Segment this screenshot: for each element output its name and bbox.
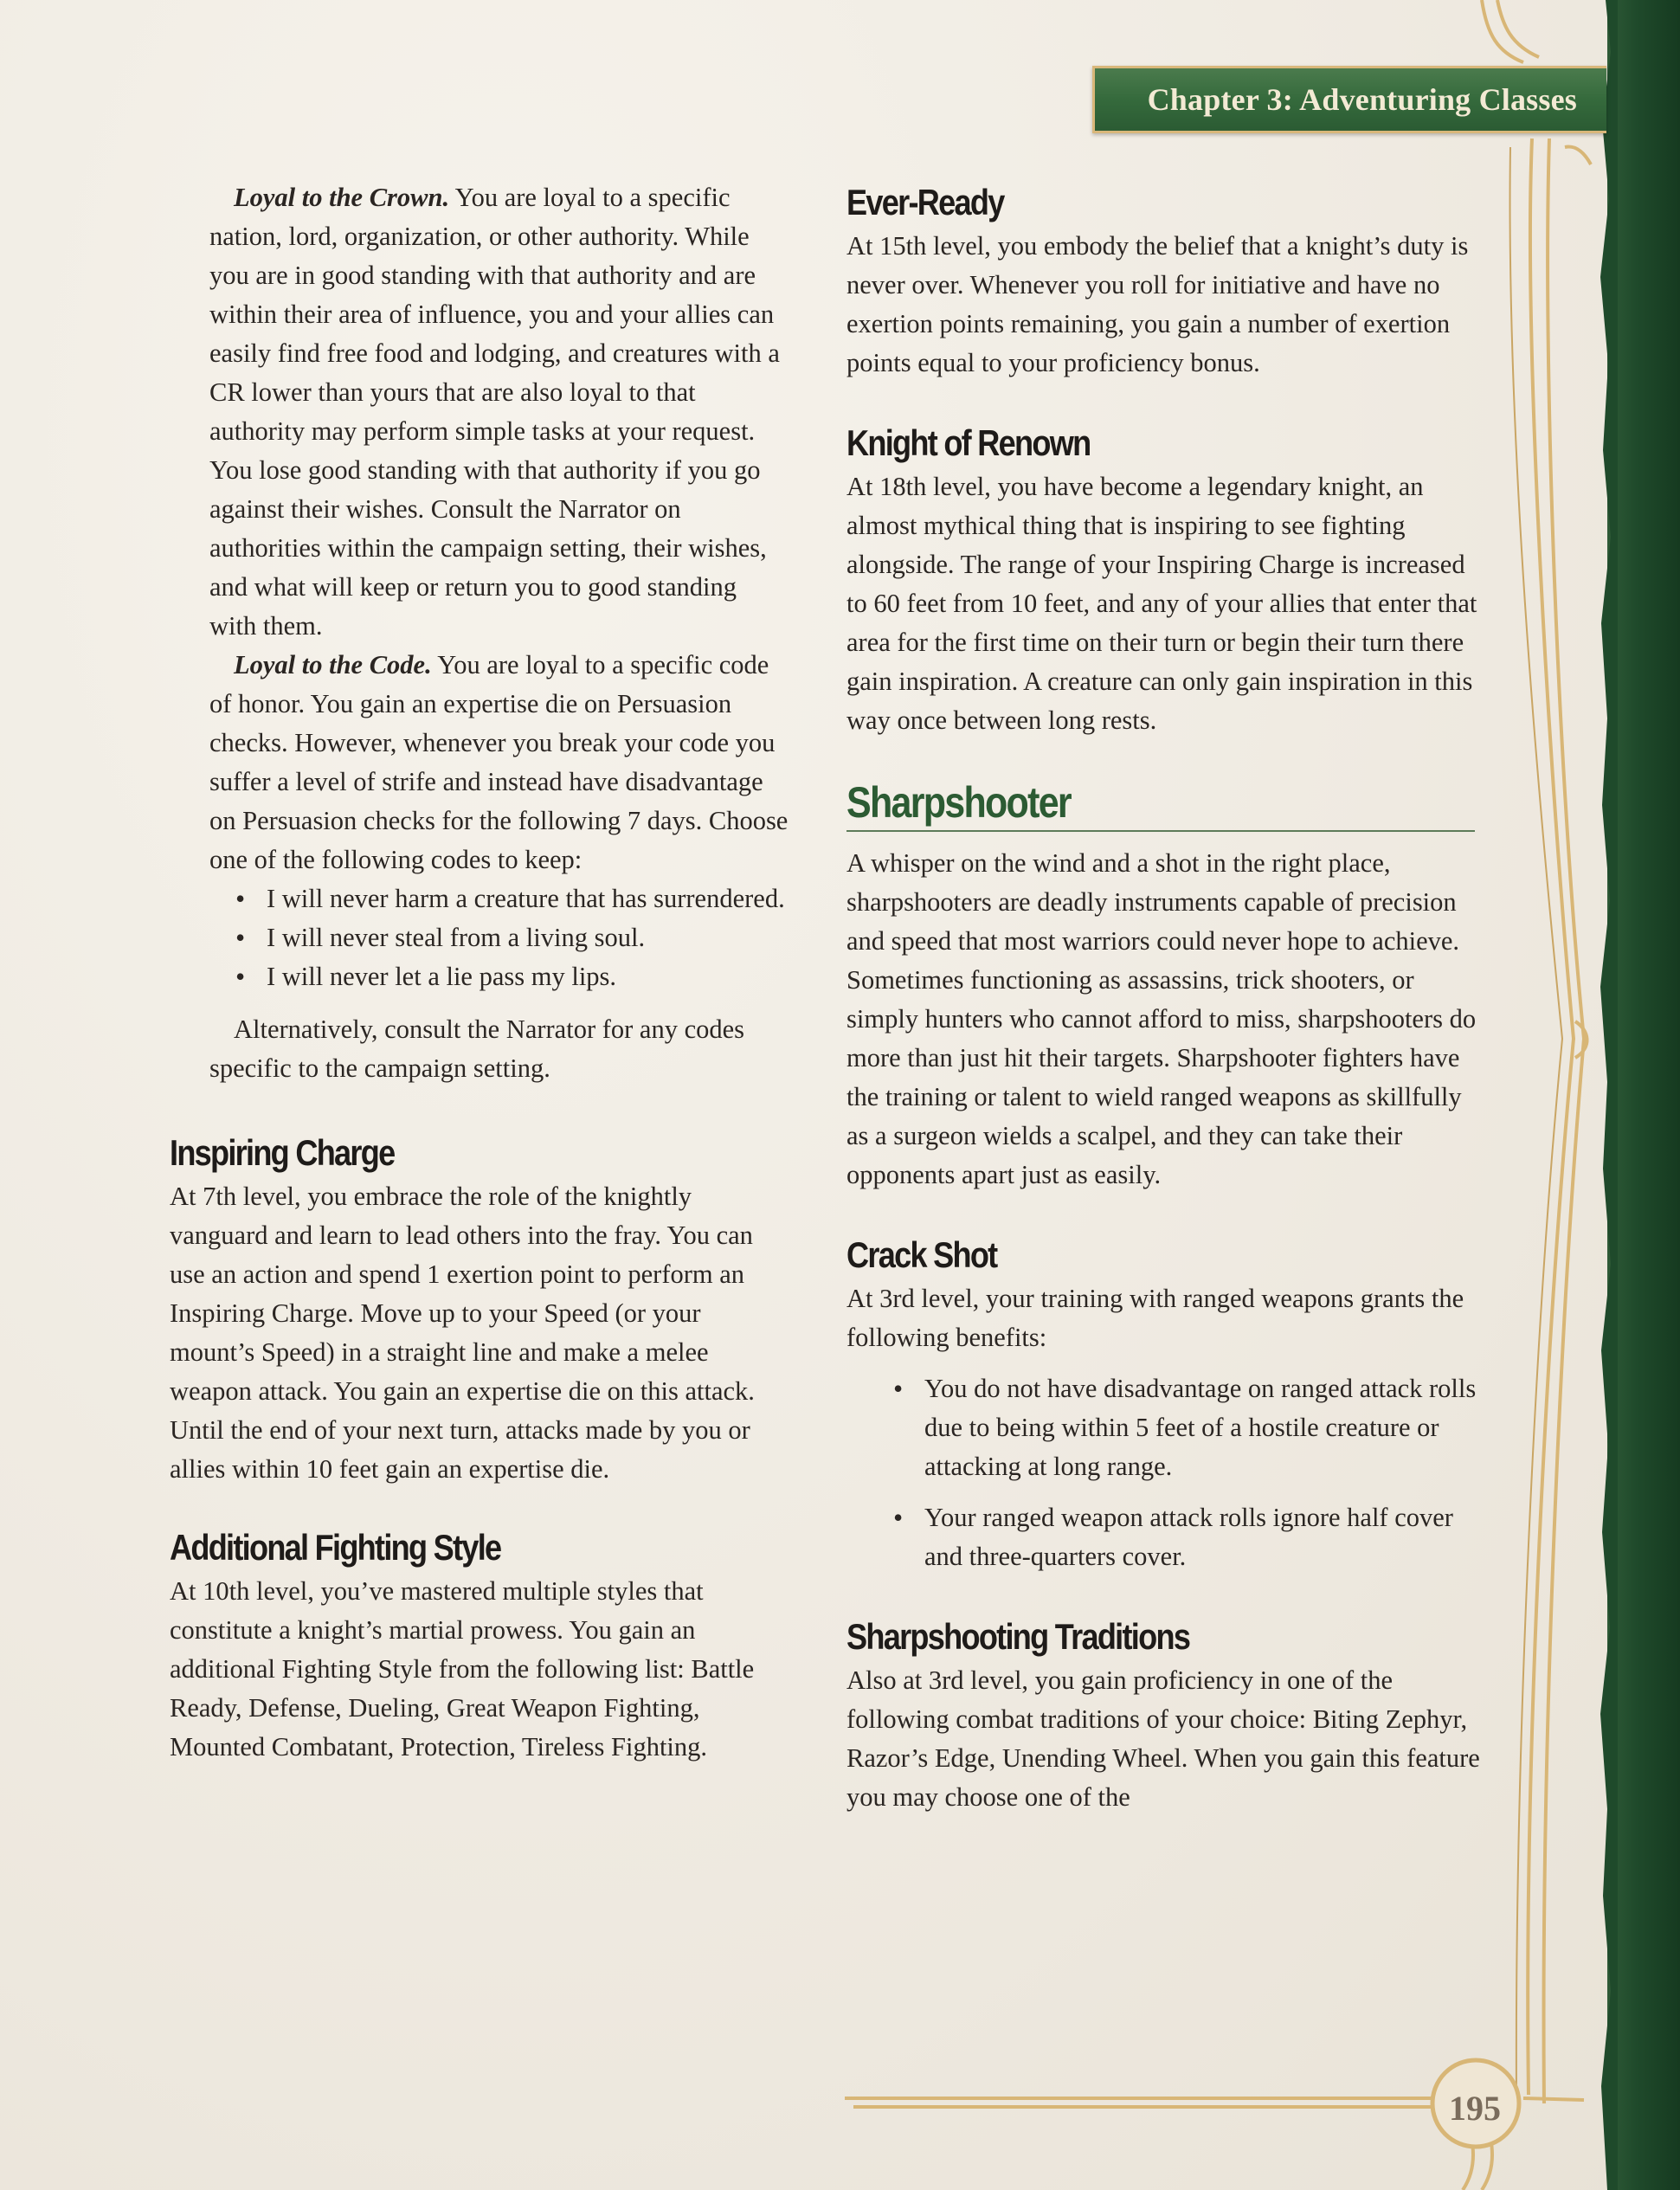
list-item: • I will never steal from a living soul. bbox=[232, 918, 789, 957]
ever-ready-heading: Ever-Ready bbox=[846, 182, 1004, 222]
crack-shot-heading: Crack Shot bbox=[846, 1234, 997, 1275]
sharpshooting-traditions-text: Also at 3rd level, you gain proficiency in one of the following combat traditions of your choice: Biting Zephyr, Razor’s Edge, Unending Wheel. When you gain this feature you may choose one of the bbox=[846, 1665, 1480, 1812]
additional-fighting-style-text: At 10th level, you’ve mastered multiple styles that constitute a knight’s martial prowess. You gain an additional Fighting Style from the following list: Battle Ready, Defense, Dueling, Great Weapon Fighting, Mounted Combatant, Protection, Tireless Fighting. bbox=[170, 1576, 755, 1762]
right-column bbox=[846, 178, 1480, 1817]
knight-of-renown-text: At 18th level, you have become a legendary knight, an almost mythical thing that is inspiring to see fighting alongside. The range of your Inspiring Charge is increased to 60 feet from 10 feet, and any of your allies that enter that area for the first time on their turn or begin their turn there gain inspiration. A creature can only gain inspiration in this way once between long rests. bbox=[846, 472, 1477, 735]
torn-edge-decoration bbox=[1595, 0, 1618, 2190]
sharpshooting-traditions-section bbox=[846, 1613, 1480, 1817]
additional-fighting-style-heading: Additional Fighting Style bbox=[170, 1527, 501, 1568]
codes-list bbox=[209, 879, 789, 996]
page-number: 195 bbox=[1449, 2088, 1501, 2128]
inspiring-charge-text: At 7th level, you embrace the role of the knightly vanguard and learn to lead others into the fray. You can use an action and spend 1 exertion point to perform an Inspiring Charge. Move up to your Speed (or your mount’s Speed) in a straight line and make a melee weapon attack. You gain an expertise die on this attack. Until the end of your next turn, attacks made by you or allies within 10 feet gain an expertise die. bbox=[170, 1182, 755, 1484]
crack-shot-text: At 3rd level, your training with ranged weapons grants the following benefits: bbox=[846, 1284, 1464, 1352]
chapter-banner bbox=[1092, 66, 1606, 133]
inspiring-charge-section bbox=[170, 1129, 789, 1489]
list-item: • You do not have disadvantage on ranged attack rolls due to being within 5 feet of a hostile creature or attacking at long range. bbox=[890, 1369, 1480, 1486]
sharpshooter-section bbox=[846, 776, 1480, 1195]
knight-of-renown-section bbox=[846, 419, 1480, 740]
list-item: • I will never let a lie pass my lips. bbox=[232, 957, 789, 996]
additional-fighting-style-section bbox=[170, 1523, 789, 1767]
chapter-title: Chapter 3: Adventuring Classes bbox=[1147, 82, 1577, 117]
list-item: • I will never harm a creature that has surrendered. bbox=[232, 879, 789, 918]
loyal-to-crown-paragraph bbox=[209, 178, 789, 646]
sharpshooter-text: A whisper on the wind and a shot in the right place, sharpshooters are deadly instruments capable of precision and speed that most warriors could never hope to achieve. Sometimes functioning as assassins, trick shooters, or simply hunters who cannot afford to miss, sharpshooters do more than just hit their targets. Sharpshooter fighters have the training or talent to wield ranged weapons as skillfully as a surgeon wields a scalpel, and they can take their opponents apart just as easily. bbox=[846, 848, 1477, 1189]
ever-ready-section bbox=[846, 178, 1480, 383]
crack-shot-benefits-list bbox=[846, 1369, 1480, 1576]
sharpshooting-traditions-heading: Sharpshooting Traditions bbox=[846, 1616, 1190, 1657]
loyal-to-crown-text: You are loyal to a specific nation, lord, organization, or other authority. While you are in good standing with that authority and are within their area of influence, you and your allies can easily find free food and lodging, and creatures with a CR lower than yours that are also loyal to that authority may perform simple tasks at your request. You lose good standing with that authority if you go against their wishes. Consult the Narrator on authorities within the campaign setting, their wishes, and what will keep or return you to good standing with them. bbox=[209, 183, 780, 641]
list-item: • Your ranged weapon attack rolls ignore half cover and three-quarters cover. bbox=[890, 1498, 1480, 1576]
crack-shot-section bbox=[846, 1231, 1480, 1576]
section-divider bbox=[846, 830, 1475, 832]
left-column bbox=[170, 178, 789, 1767]
knight-of-renown-heading: Knight of Renown bbox=[846, 422, 1091, 463]
loyalty-options-block bbox=[170, 178, 789, 1088]
ever-ready-text: At 15th level, you embody the belief that a knight’s duty is never over. Whenever you roll for initiative and have no exertion points remaining, you gain a number of exertion points equal to your proficiency bonus. bbox=[846, 231, 1469, 377]
green-border-band bbox=[1607, 0, 1680, 2190]
sharpshooter-heading: Sharpshooter bbox=[846, 778, 1071, 827]
alternatively-paragraph: Alternatively, consult the Narrator for any codes specific to the campaign setting. bbox=[209, 1014, 745, 1083]
loyal-to-code-paragraph bbox=[209, 646, 789, 879]
loyal-to-crown-lead: Loyal to the Crown. bbox=[234, 183, 450, 212]
loyal-to-code-text: You are loyal to a specific code of honor. You gain an expertise die on Persuasion checks. However, whenever you break your code you suffer a level of strife and instead have disadvantage on Persuasion checks for the following 7 days. Choose one of the following codes to keep: bbox=[209, 650, 789, 874]
inspiring-charge-heading: Inspiring Charge bbox=[170, 1132, 395, 1173]
loyal-to-code-lead: Loyal to the Code. bbox=[234, 650, 432, 680]
